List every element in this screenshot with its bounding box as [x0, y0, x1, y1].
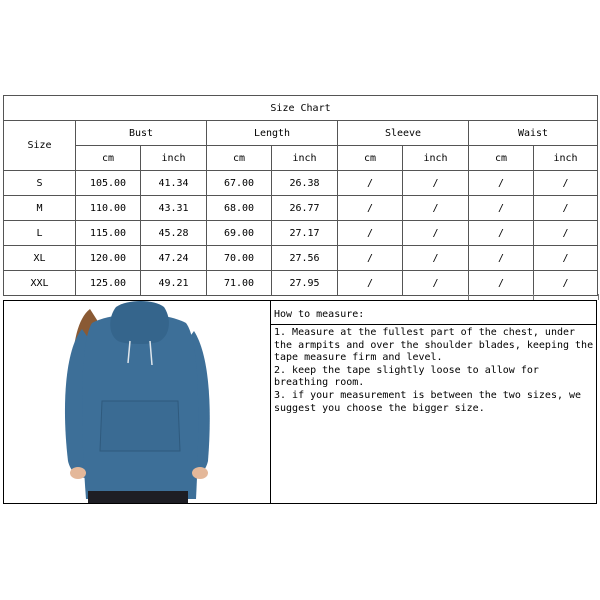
table-cell: / [338, 246, 403, 271]
table-cell: / [469, 196, 534, 221]
table-cell: / [338, 221, 403, 246]
table-cell: / [469, 271, 534, 296]
table-cell: 120.00 [76, 246, 141, 271]
how-to-measure-panel [271, 301, 596, 503]
group-header-waist: Waist [469, 121, 598, 146]
table-cell: 41.34 [141, 171, 207, 196]
table-cell: / [403, 196, 469, 221]
table-cell: / [469, 246, 534, 271]
table-row [4, 271, 598, 296]
size-label: XL [4, 246, 76, 271]
group-header-sleeve: Sleeve [338, 121, 469, 146]
table-cell: 125.00 [76, 271, 141, 296]
table-cell: / [403, 271, 469, 296]
unit-header: cm [338, 146, 403, 171]
table-cell: / [469, 171, 534, 196]
size-chart-title: Size Chart [4, 96, 598, 121]
table-cell: 68.00 [207, 196, 272, 221]
group-header-length: Length [207, 121, 338, 146]
table-cell: / [469, 221, 534, 246]
unit-header: inch [272, 146, 338, 171]
table-cell: 70.00 [207, 246, 272, 271]
table-cell: / [403, 246, 469, 271]
unit-header: inch [403, 146, 469, 171]
product-info-panel [3, 300, 597, 504]
unit-header: cm [76, 146, 141, 171]
unit-header: inch [141, 146, 207, 171]
measure-step: 3. if your measurement is between the two sizes, we suggest you choose the bigger size. [274, 389, 582, 414]
table-cell: 43.31 [141, 196, 207, 221]
table-cell: 47.24 [141, 246, 207, 271]
table-cell: / [338, 171, 403, 196]
unit-header: cm [207, 146, 272, 171]
measure-step: 2. keep the tape slightly loose to allow for breathing room. [274, 364, 539, 389]
table-row [4, 246, 598, 271]
measure-step: 1. Measure at the fullest part of the chest, under the armpits and over the shoulder blades, keeping the tape measure firm and level. [274, 327, 594, 364]
table-row [4, 171, 598, 196]
table-cell: / [338, 196, 403, 221]
table-row [4, 221, 598, 246]
table-cell: 69.00 [207, 221, 272, 246]
table-cell: 67.00 [207, 171, 272, 196]
unit-header: inch [534, 146, 598, 171]
product-photo [4, 301, 271, 503]
table-cell: 26.38 [272, 171, 338, 196]
size-column-header: Size [4, 121, 76, 171]
how-to-measure-steps [274, 327, 599, 415]
how-to-measure-title: How to measure: [271, 301, 596, 325]
table-cell: 71.00 [207, 271, 272, 296]
table-cell: 27.17 [272, 221, 338, 246]
table-cell: 27.95 [272, 271, 338, 296]
size-label: XXL [4, 271, 76, 296]
table-cell: 49.21 [141, 271, 207, 296]
size-label: L [4, 221, 76, 246]
table-cell: / [534, 171, 598, 196]
table-cell: 45.28 [141, 221, 207, 246]
hoodie-model-illustration [4, 301, 270, 503]
table-cell: 26.77 [272, 196, 338, 221]
size-chart-table [3, 95, 598, 296]
table-cell: 110.00 [76, 196, 141, 221]
table-cell: / [403, 171, 469, 196]
table-cell: / [534, 221, 598, 246]
size-label: S [4, 171, 76, 196]
table-cell: / [534, 196, 598, 221]
table-cell: 27.56 [272, 246, 338, 271]
unit-header: cm [469, 146, 534, 171]
table-cell: 115.00 [76, 221, 141, 246]
table-row [4, 196, 598, 221]
group-header-bust: Bust [76, 121, 207, 146]
table-cell: / [338, 271, 403, 296]
table-cell: / [534, 271, 598, 296]
table-cell: 105.00 [76, 171, 141, 196]
table-cell: / [534, 246, 598, 271]
size-label: M [4, 196, 76, 221]
table-cell: / [403, 221, 469, 246]
